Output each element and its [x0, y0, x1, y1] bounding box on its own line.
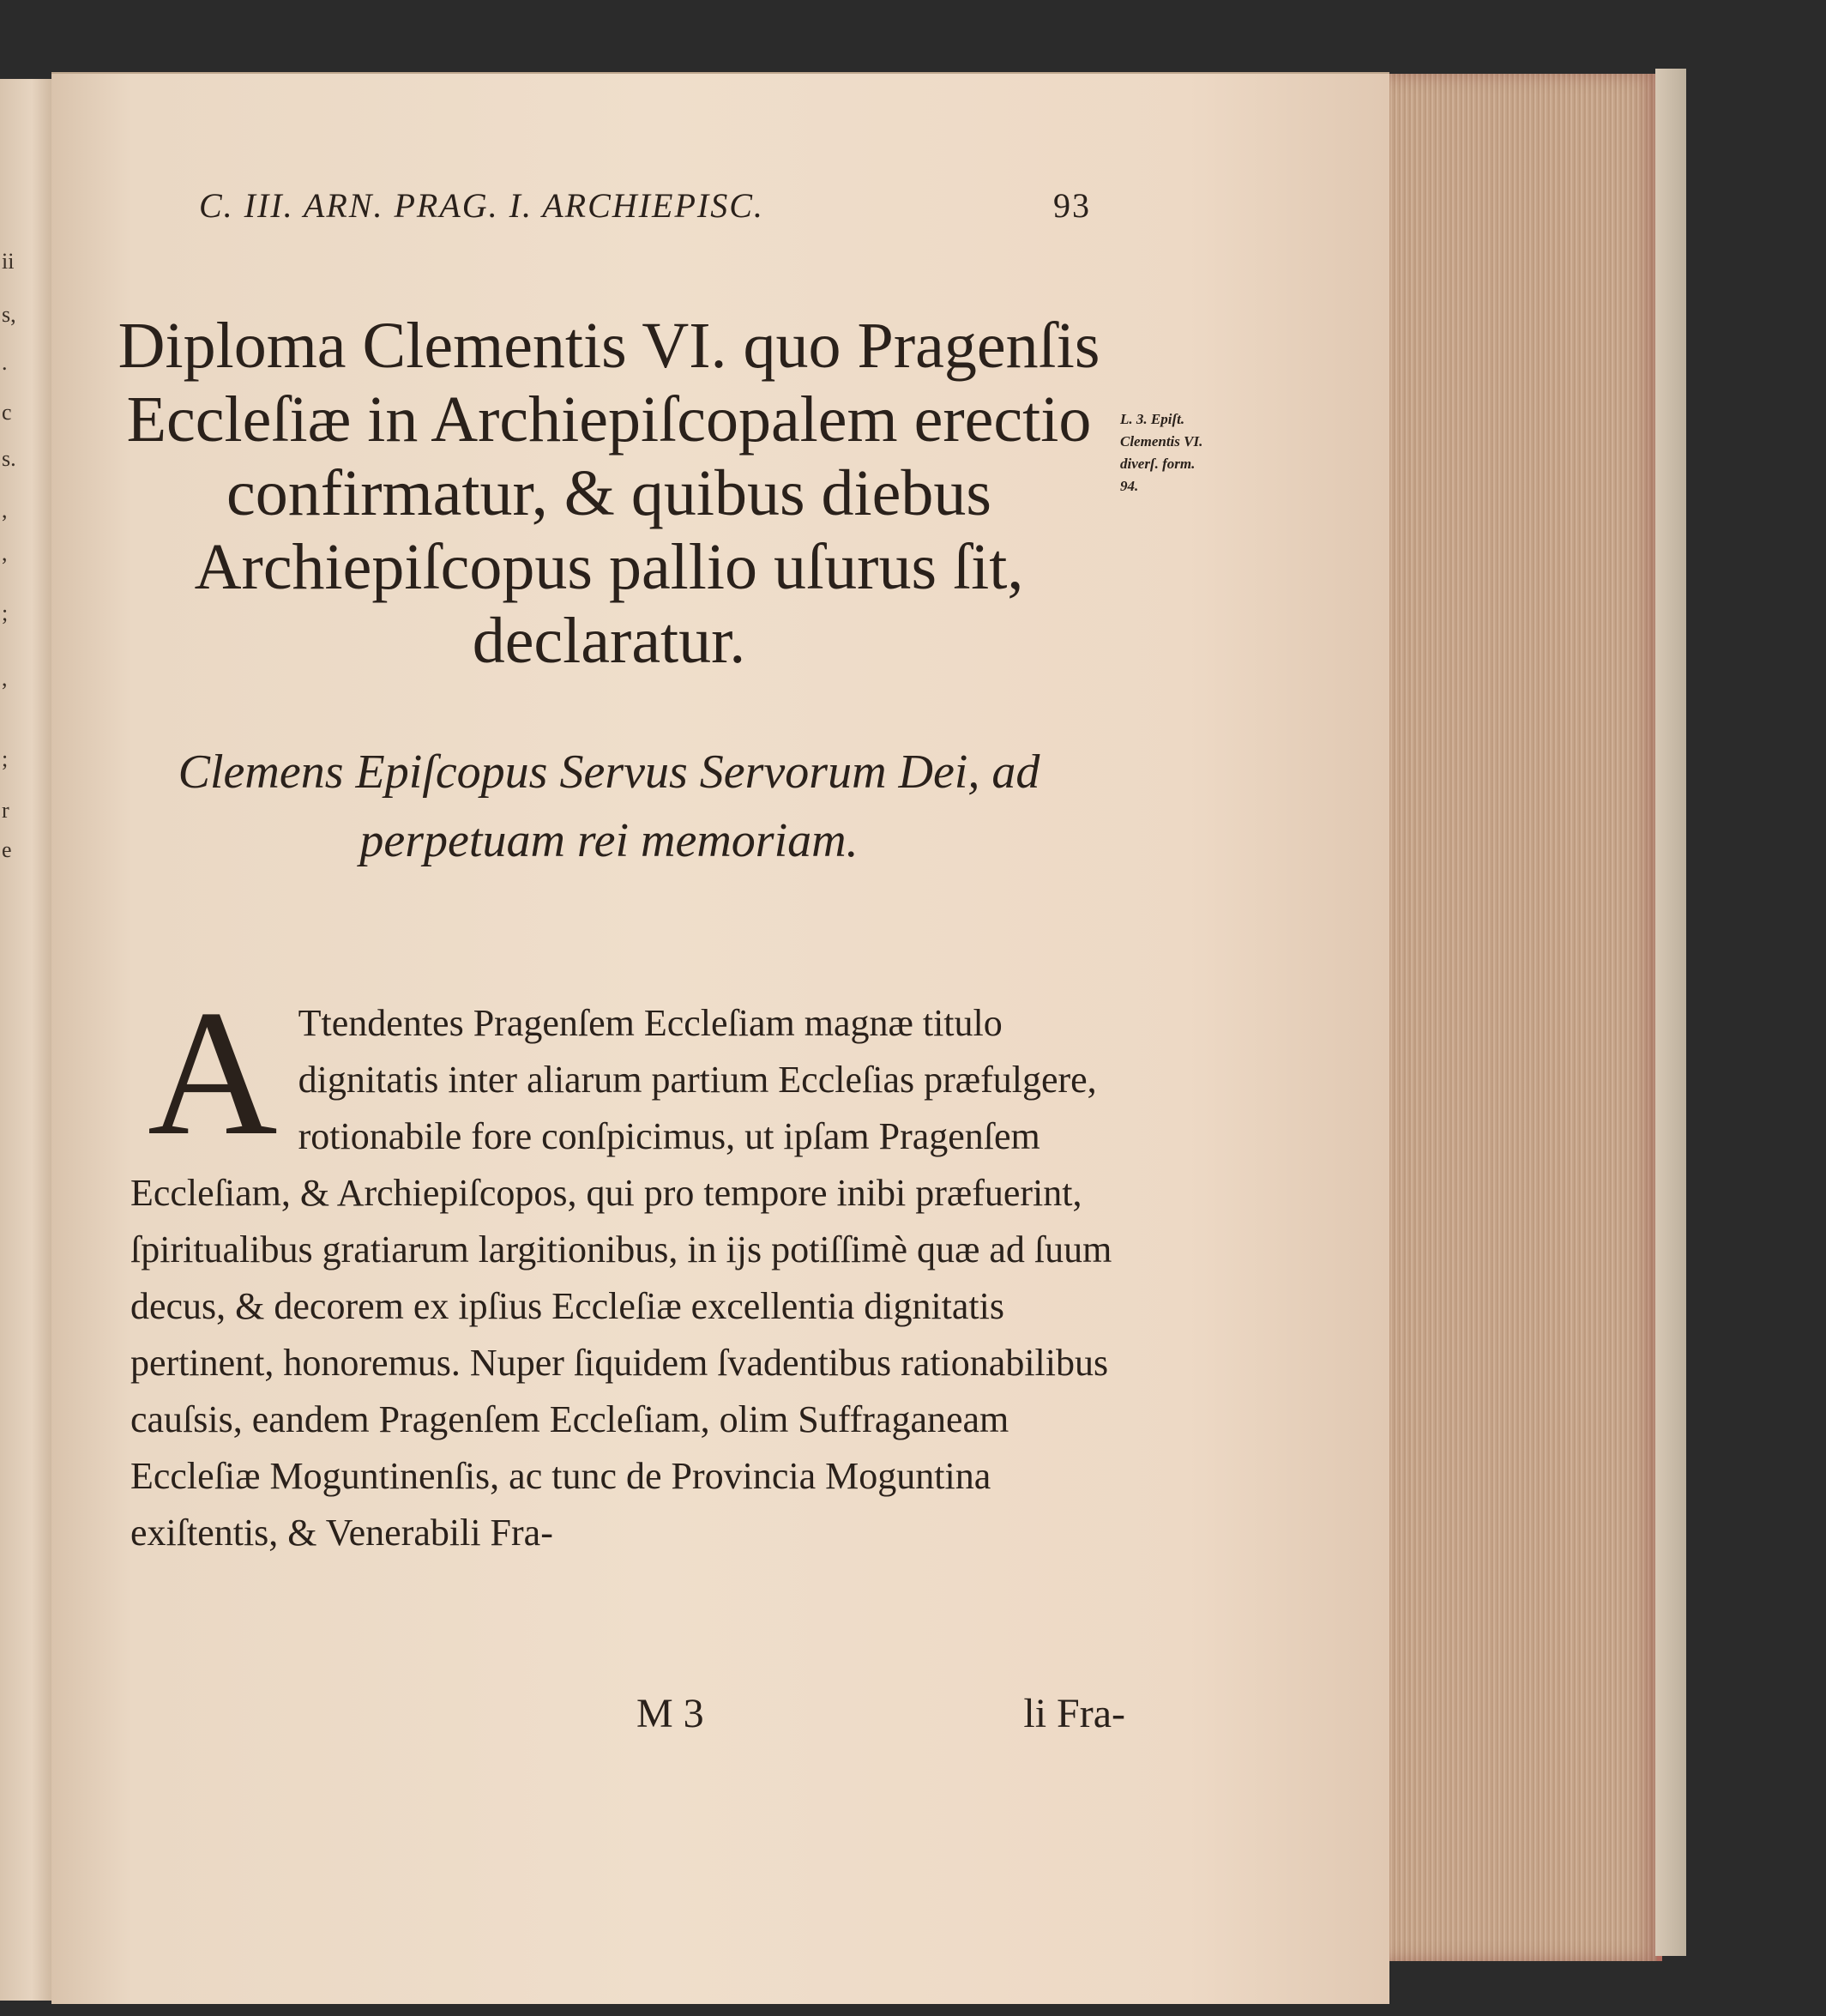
running-header — [199, 185, 1091, 237]
previous-page-edge — [0, 79, 55, 2001]
margin-note-line: Clementis VI. — [1120, 433, 1203, 450]
page-number: 93 — [1053, 186, 1091, 225]
body-text: Ttendentes Pragenſem Eccleſiam magnæ titulo dignitatis inter aliarum partium Eccleſias præfulgere, rotionabile fore conſpicimus, ut ipſam Pragenſem Eccleſiam, & Archiepiſcopos, qui pro tempore inibi præfuerint, ſpiritualibus gratiarum largitionibus, in ijs potiſſimè quæ ad ſuum decus, & decorem ex ipſius Eccleſiæ excellentia dignitatis pertinent, honoremus. Nuper ſiquidem ſvadentibus rationabilibus cauſsis, eandem Pragenſem Eccleſiam, olim Suffraganeam Eccleſiæ Moguntinenſis, ac tunc de Provincia Moguntina exiſtentis, & Venerabili Fra- — [130, 1002, 1112, 1554]
drop-cap: A — [148, 974, 278, 1173]
previous-page-fragment: ; — [2, 746, 9, 771]
previous-page-fragment: r — [2, 798, 9, 823]
margin-note-line: L. 3. Epiſt. — [1120, 411, 1185, 427]
margin-note-line: diverſ. form. — [1120, 456, 1196, 472]
margin-note — [1120, 408, 1275, 498]
previous-page-fragment: ii — [2, 249, 15, 274]
body-paragraph — [130, 974, 1125, 1561]
salutation-address: Clemens Epiſcopus Servus Servorum Dei, ad perpetuam rei memoriam. — [178, 745, 1040, 867]
signature-mark: M 3 — [636, 1691, 704, 1736]
running-title: C. III. ARN. PRAG. I. ARCHIEPISC. — [199, 186, 764, 225]
previous-page-fragment: , — [2, 540, 8, 565]
margin-note-line: 94. — [1120, 478, 1139, 494]
previous-page-fragment: e — [2, 837, 12, 862]
previous-page-fragment: c — [2, 400, 12, 425]
previous-page-fragment: s, — [2, 302, 16, 327]
previous-page-fragment: ; — [2, 601, 9, 625]
document-title: Diploma Clementis VI. quo Pragenſis Eccleſiæ in Archiepiſcopalem erectio confirmatur, & quibus diebus Archiepiſcopus pallio uſurus ſit, declaratur. — [118, 310, 1100, 677]
previous-page-fragment: . — [2, 350, 8, 375]
page-block-edge — [1383, 74, 1662, 1961]
page-footer — [130, 1690, 1125, 1741]
previous-page-fragment: , — [2, 498, 8, 522]
previous-page-fragment: , — [2, 666, 8, 691]
previous-page-fragment: s. — [2, 446, 16, 471]
book-cover-edge — [1655, 69, 1686, 1956]
catchword: li Fra- — [1023, 1691, 1125, 1736]
